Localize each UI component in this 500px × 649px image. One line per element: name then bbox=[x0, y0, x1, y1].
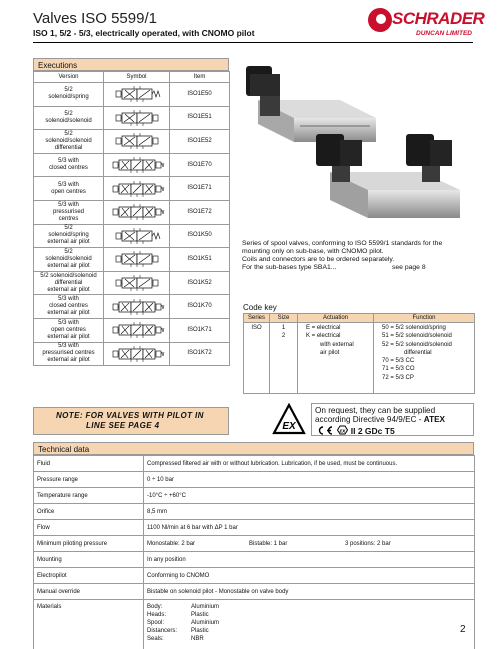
ck-act-3: with external bbox=[320, 341, 354, 348]
tech-row bbox=[34, 488, 475, 504]
execution-symbol bbox=[104, 271, 170, 295]
tech-key: Flow bbox=[34, 520, 144, 536]
valve-symbol-icon bbox=[106, 108, 168, 128]
execution-item-code: ISO1E71 bbox=[170, 177, 230, 201]
tech-row bbox=[34, 472, 475, 488]
tech-value: Compressed filtered air with or without lubrication. Lubrication, if be used, must be continuous. bbox=[144, 456, 475, 472]
valve-symbol-icon bbox=[106, 320, 168, 340]
execution-version-line: external air pilot bbox=[47, 357, 90, 364]
col-symbol: Symbol bbox=[104, 72, 170, 83]
ck-col-function: Function bbox=[374, 314, 475, 323]
ck-fn-3: 52 = 5/2 solenoid/solenoid bbox=[382, 341, 452, 348]
execution-item-code: ISO1K70 bbox=[170, 295, 230, 319]
piloting-value: 3 positions: 2 bar bbox=[345, 540, 391, 547]
execution-row bbox=[34, 224, 230, 248]
execution-version-line: solenoid/spring bbox=[48, 232, 89, 239]
execution-row bbox=[34, 153, 230, 177]
execution-version bbox=[34, 271, 104, 295]
valve-symbol-icon bbox=[106, 297, 168, 317]
execution-version-line: external air pilot bbox=[47, 310, 90, 317]
execution-symbol bbox=[104, 295, 170, 319]
execution-version-line: 5/2 bbox=[64, 248, 73, 255]
code-key-table bbox=[243, 313, 475, 394]
material-name: Plastic bbox=[191, 628, 209, 634]
ck-col-actuation: Actuation bbox=[298, 314, 374, 323]
ck-fn-5: 70 = 5/3 CC bbox=[382, 358, 415, 365]
execution-version bbox=[34, 295, 104, 319]
tech-value: Conforming to CNOMO bbox=[144, 568, 475, 584]
execution-version-line: closed centres bbox=[49, 303, 88, 310]
desc-line-1: Series of spool valves, conforming to ISO 5599/1 standards for the bbox=[242, 240, 443, 247]
execution-version-line: external air pilot bbox=[47, 239, 90, 246]
ck-act-4: air pilot bbox=[320, 349, 340, 356]
execution-version-line: pressurised bbox=[52, 208, 84, 215]
execution-version-line: 5/3 with bbox=[58, 343, 79, 350]
execution-row bbox=[34, 295, 230, 319]
execution-version-line: closed centres bbox=[49, 165, 88, 172]
tech-value bbox=[144, 536, 475, 552]
material-name: Aluminium bbox=[191, 620, 220, 626]
logo-subtitle: DUNCAN LIMITED bbox=[416, 30, 472, 37]
technical-data-title: Technical data bbox=[33, 442, 474, 455]
execution-row bbox=[34, 130, 230, 154]
page-subtitle: ISO 1, 5/2 - 5/3, electrically operated, with CNOMO pilot bbox=[33, 28, 255, 38]
execution-version-line: 5/2 bbox=[64, 130, 73, 137]
ck-act-2: K = electrical bbox=[306, 333, 341, 340]
tech-row bbox=[34, 456, 475, 472]
execution-version bbox=[34, 106, 104, 130]
valve-symbol-icon bbox=[106, 131, 168, 151]
execution-row bbox=[34, 200, 230, 224]
material-name: Aluminium bbox=[191, 604, 220, 610]
execution-version bbox=[34, 130, 104, 154]
desc-line-4: For the sub-bases type SBA1... bbox=[242, 264, 337, 271]
valve-photo-bottom bbox=[310, 130, 475, 230]
execution-version-line: differential bbox=[54, 279, 83, 286]
valve-symbol-icon bbox=[106, 249, 168, 269]
material-part: Spool: bbox=[147, 620, 165, 626]
execution-version-line: differential bbox=[54, 144, 83, 151]
atex-line-2 bbox=[315, 415, 470, 424]
valve-symbol-icon bbox=[106, 344, 168, 364]
execution-version-line: external air pilot bbox=[47, 262, 90, 269]
desc-line-3: Coils and connectors are to be ordered separately. bbox=[242, 256, 395, 263]
execution-version-line: centres bbox=[58, 215, 79, 222]
col-version: Version bbox=[34, 72, 104, 83]
ck-fn-1: 50 = 5/2 solenoid/spring bbox=[382, 325, 446, 331]
code-key-row bbox=[244, 323, 475, 394]
header-rule bbox=[33, 42, 473, 43]
execution-version-line: 5/2 bbox=[64, 225, 73, 232]
execution-version-line: solenoid/spring bbox=[48, 94, 89, 101]
execution-symbol bbox=[104, 224, 170, 248]
execution-symbol bbox=[104, 106, 170, 130]
tech-row bbox=[34, 520, 475, 536]
execution-version bbox=[34, 153, 104, 177]
atex-info-box bbox=[311, 403, 474, 436]
execution-version-line: solenoid/solenoid bbox=[45, 117, 92, 124]
execution-symbol bbox=[104, 318, 170, 342]
atex-line-1: On request, they can be supplied bbox=[315, 406, 436, 415]
material-name: NBR bbox=[191, 636, 204, 642]
execution-version bbox=[34, 318, 104, 342]
executions-header-row bbox=[34, 72, 230, 83]
col-item: Item bbox=[170, 72, 230, 83]
code-key-header-row bbox=[244, 314, 475, 323]
valve-symbol-icon bbox=[106, 84, 168, 104]
execution-version-line: 5/2 solenoid/solenoid bbox=[40, 272, 97, 279]
note-line-1: NOTE: FOR VALVES WITH PILOT IN bbox=[56, 411, 204, 420]
execution-version bbox=[34, 342, 104, 366]
material-part: Heads: bbox=[147, 612, 167, 618]
execution-row bbox=[34, 177, 230, 201]
tech-value: Bistable on solenoid pilot - Monostable on valve body bbox=[144, 584, 475, 600]
atex-line-2-bold: ATEX bbox=[423, 415, 445, 425]
execution-symbol bbox=[104, 200, 170, 224]
execution-item-code: ISO1E70 bbox=[170, 153, 230, 177]
tech-value: 1100 Nl/min at 6 bar with ΔP 1 bar bbox=[144, 520, 475, 536]
piloting-value: Bistable: 1 bar bbox=[249, 540, 288, 547]
tech-value: -10°C ÷ +60°C bbox=[144, 488, 475, 504]
execution-item-code: ISO1K50 bbox=[170, 224, 230, 248]
material-name: Plastic bbox=[191, 612, 209, 618]
atex-ex-text: EX bbox=[282, 421, 296, 432]
execution-version-line: open centres bbox=[51, 188, 86, 195]
execution-item-code: ISO1E72 bbox=[170, 200, 230, 224]
tech-value: 0 ÷ 10 bar bbox=[144, 472, 475, 488]
execution-version-line: solenoid/solenoid bbox=[45, 137, 92, 144]
execution-version-line: pressurised centres bbox=[42, 350, 95, 357]
valve-symbol-icon bbox=[106, 226, 168, 246]
execution-item-code: ISO1K72 bbox=[170, 342, 230, 366]
tech-row-materials bbox=[34, 600, 475, 649]
materials-list bbox=[144, 600, 475, 649]
tech-key: Materials bbox=[34, 600, 144, 649]
ck-col-size: Size bbox=[270, 314, 298, 323]
schrader-logo bbox=[368, 8, 485, 38]
execution-symbol bbox=[104, 342, 170, 366]
ce-mark-icon bbox=[315, 426, 335, 435]
executions-section bbox=[33, 58, 229, 366]
ck-sizes bbox=[270, 323, 298, 394]
tech-row-piloting bbox=[34, 536, 475, 552]
execution-symbol bbox=[104, 83, 170, 107]
execution-version-line: 5/3 with bbox=[58, 296, 79, 303]
tech-key: Mounting bbox=[34, 552, 144, 568]
tech-value: In any position bbox=[144, 552, 475, 568]
execution-row bbox=[34, 248, 230, 272]
execution-version-line: external air pilot bbox=[47, 333, 90, 340]
atex-ex-icon bbox=[272, 403, 306, 435]
tech-key: Orifice bbox=[34, 504, 144, 520]
execution-version bbox=[34, 248, 104, 272]
valve-symbol-icon bbox=[106, 155, 168, 175]
execution-version bbox=[34, 177, 104, 201]
tech-row bbox=[34, 552, 475, 568]
execution-version-line: solenoid/solenoid bbox=[45, 255, 92, 262]
ck-col-series: Series bbox=[244, 314, 270, 323]
logo-name: SCHRADER bbox=[392, 9, 485, 28]
execution-item-code: ISO1E51 bbox=[170, 106, 230, 130]
desc-page-ref: see page 8 bbox=[392, 264, 426, 271]
execution-item-code: ISO1K51 bbox=[170, 248, 230, 272]
page-number: 2 bbox=[460, 624, 466, 635]
tech-key: Minimum piloting pressure bbox=[34, 536, 144, 552]
ck-fn-7: 72 = 5/3 CP bbox=[382, 374, 414, 381]
tech-key: Fluid bbox=[34, 456, 144, 472]
execution-version-line: 5/3 with bbox=[58, 319, 79, 326]
ck-actuation bbox=[298, 323, 374, 394]
tech-row bbox=[34, 568, 475, 584]
execution-version-line: 5/2 bbox=[64, 110, 73, 117]
page-title: Valves ISO 5599/1 bbox=[33, 10, 157, 27]
ck-act-1: E = electrical bbox=[306, 325, 341, 331]
valve-symbol-icon bbox=[106, 273, 168, 293]
tech-value: 8,5 mm bbox=[144, 504, 475, 520]
execution-version-line: open centres bbox=[51, 326, 86, 333]
atex-marks bbox=[315, 425, 470, 436]
execution-item-code: ISO1E52 bbox=[170, 130, 230, 154]
ck-series: ISO bbox=[244, 323, 270, 394]
ck-function bbox=[374, 323, 475, 394]
valve-symbol-icon bbox=[106, 179, 168, 199]
tech-row bbox=[34, 504, 475, 520]
execution-version-line: 5/3 with bbox=[58, 201, 79, 208]
material-part: Seals: bbox=[147, 636, 164, 642]
technical-data-table bbox=[33, 455, 475, 649]
ck-fn-6: 71 = 5/3 CO bbox=[382, 366, 415, 373]
ex-hexagon-icon bbox=[337, 425, 348, 435]
execution-row bbox=[34, 342, 230, 366]
tech-key: Manual override bbox=[34, 584, 144, 600]
execution-symbol bbox=[104, 130, 170, 154]
executions-table bbox=[33, 71, 230, 366]
product-description bbox=[242, 240, 474, 272]
execution-symbol bbox=[104, 177, 170, 201]
execution-symbol bbox=[104, 153, 170, 177]
tech-key: Electropilot bbox=[34, 568, 144, 584]
execution-version bbox=[34, 83, 104, 107]
tech-row bbox=[34, 584, 475, 600]
svg-text:εx: εx bbox=[340, 428, 346, 435]
logo-badge-icon bbox=[368, 8, 392, 32]
executions-title: Executions bbox=[33, 58, 229, 71]
execution-version-line: 5/3 with bbox=[58, 181, 79, 188]
tech-key: Pressure range bbox=[34, 472, 144, 488]
execution-version-line: external air pilot bbox=[47, 286, 90, 293]
material-part: Body: bbox=[147, 604, 163, 610]
note-line-2: LINE SEE PAGE 4 bbox=[86, 421, 160, 430]
execution-version-line: 5/3 with bbox=[58, 158, 79, 165]
ck-fn-2: 51 = 5/2 solenoid/solenoid bbox=[382, 333, 452, 340]
atex-marking-code: II 2 GDc T5 bbox=[350, 426, 395, 437]
execution-row bbox=[34, 271, 230, 295]
execution-symbol bbox=[104, 248, 170, 272]
execution-row bbox=[34, 106, 230, 130]
ck-size-2: 2 bbox=[281, 333, 286, 340]
desc-line-2: mounting only on sub-base, with CNOMO pilot. bbox=[242, 248, 384, 255]
execution-version bbox=[34, 200, 104, 224]
piloting-value: Monostable: 2 bar bbox=[147, 540, 196, 547]
valve-symbol-icon bbox=[106, 202, 168, 222]
atex-line-2-text: according Directive 94/9/EC - bbox=[315, 415, 424, 425]
code-key-title: Code key bbox=[243, 303, 277, 312]
pilot-note bbox=[33, 407, 229, 435]
ck-size-1: 1 bbox=[281, 325, 286, 331]
execution-row bbox=[34, 318, 230, 342]
ck-fn-4: differential bbox=[404, 349, 432, 356]
execution-version bbox=[34, 224, 104, 248]
material-part: Distancers: bbox=[147, 628, 178, 634]
execution-row bbox=[34, 83, 230, 107]
execution-version-line: 5/2 bbox=[64, 87, 73, 94]
execution-item-code: ISO1K71 bbox=[170, 318, 230, 342]
execution-item-code: ISO1E50 bbox=[170, 83, 230, 107]
execution-item-code: ISO1K52 bbox=[170, 271, 230, 295]
tech-key: Temperature range bbox=[34, 488, 144, 504]
